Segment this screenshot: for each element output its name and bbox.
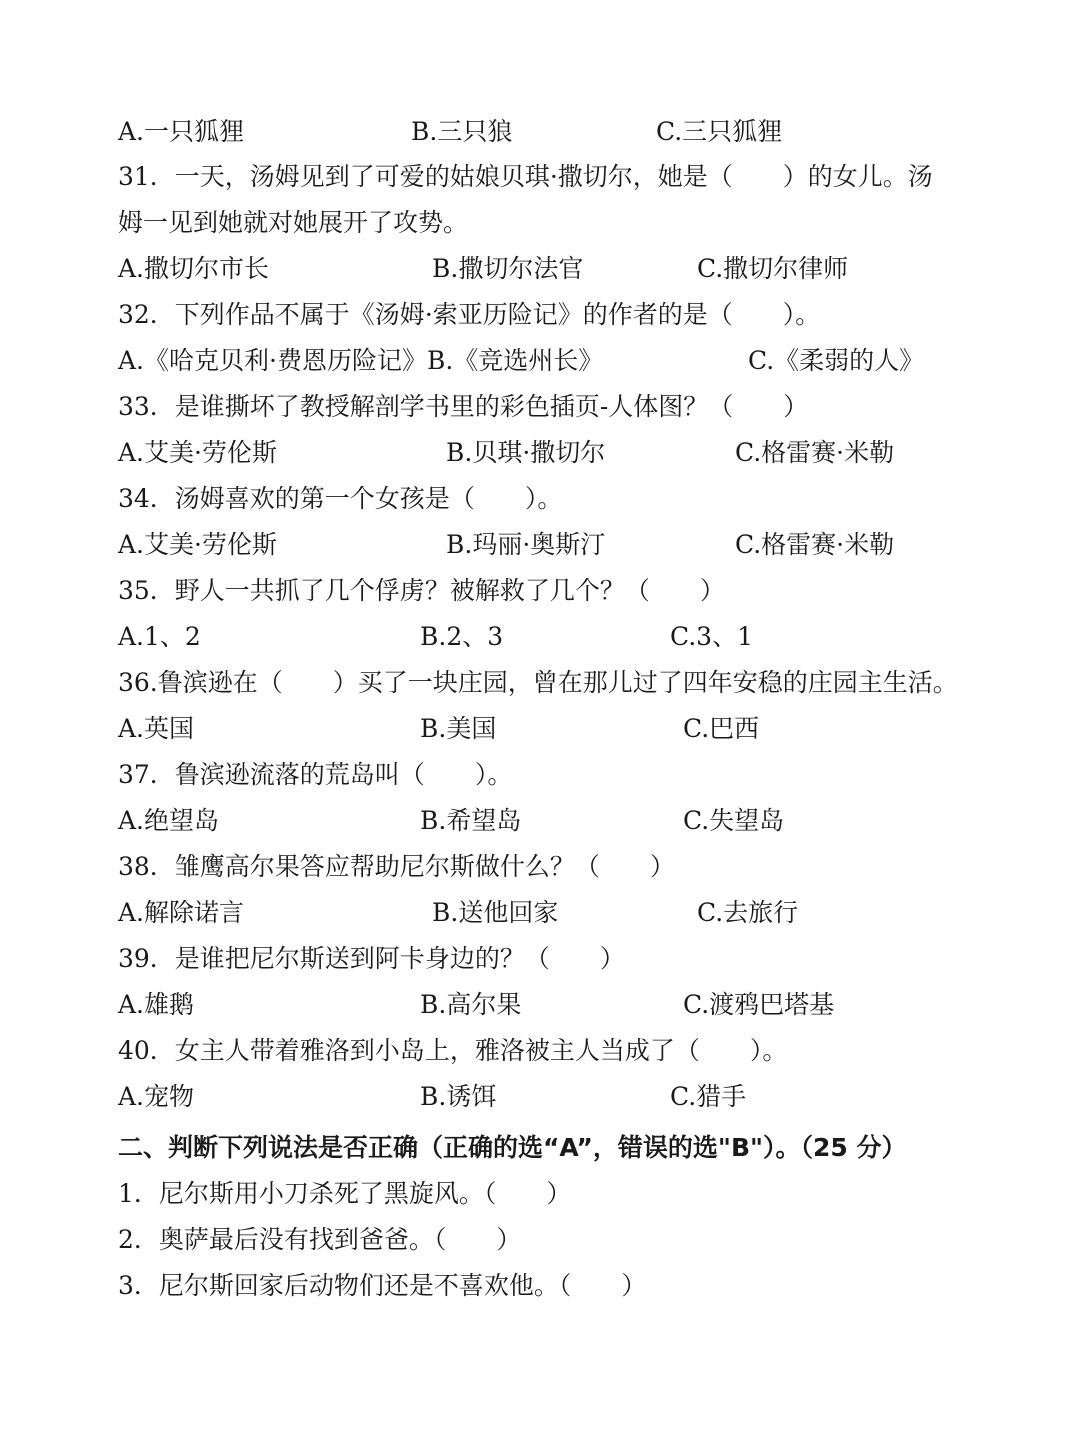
q35-text: 35．野人一共抓了几个俘虏？被解救了几个？（ ） — [118, 576, 725, 605]
q30-option-b: B.三只狼 — [411, 117, 513, 146]
q38-option-a: A.解除诺言 — [118, 898, 245, 927]
q33-option-a: A.艾美·劳伦斯 — [118, 438, 277, 467]
q37-text: 37．鲁滨逊流落的荒岛叫（ ）。 — [118, 760, 513, 789]
q35-option-a: A.1、2 — [118, 622, 201, 651]
judge-item-1: 1．尼尔斯用小刀杀死了黑旋风。（ ） — [118, 1179, 572, 1208]
q31-option-a: A.撒切尔市长 — [118, 254, 270, 283]
q36-option-b: B.美国 — [420, 714, 497, 743]
q34-text: 34．汤姆喜欢的第一个女孩是（ ）。 — [118, 484, 563, 513]
q31-text-line1: 31．一天，汤姆见到了可爱的姑娘贝琪·撒切尔，她是（ ）的女儿。汤 — [118, 162, 933, 191]
q30-option-c: C.三只狐狸 — [656, 117, 783, 146]
q33-option-c: C.格雷赛·米勒 — [735, 438, 895, 467]
q31-text-line2: 姆一见到她就对她展开了攻势。 — [118, 208, 469, 237]
q36-option-a: A.英国 — [118, 714, 195, 743]
q31-option-b: B.撒切尔法官 — [432, 254, 584, 283]
q32-text: 32．下列作品不属于《汤姆·索亚历险记》的作者的是（ ）。 — [118, 300, 821, 329]
q34-option-b: B.玛丽·奥斯汀 — [446, 530, 606, 559]
q33-option-b: B.贝琪·撒切尔 — [446, 438, 606, 467]
q30-option-a: A.一只狐狸 — [118, 117, 245, 146]
judge-item-2: 2．奥萨最后没有找到爸爸。（ ） — [118, 1225, 522, 1254]
q37-option-c: C.失望岛 — [683, 806, 785, 835]
q32-option-c: C.《柔弱的人》 — [748, 346, 925, 375]
q31-option-c: C.撒切尔律师 — [697, 254, 849, 283]
q40-option-c: C.猎手 — [670, 1082, 747, 1111]
q39-option-c: C.渡鸦巴塔基 — [683, 990, 835, 1019]
q35-option-b: B.2、3 — [420, 622, 504, 651]
q36-text: 36.鲁滨逊在（ ）买了一块庄园，曾在那儿过了四年安稳的庄园主生活。 — [118, 668, 958, 697]
q34-option-a: A.艾美·劳伦斯 — [118, 530, 277, 559]
q34-option-c: C.格雷赛·米勒 — [735, 530, 895, 559]
q36-option-c: C.巴西 — [683, 714, 760, 743]
q35-option-c: C.3、1 — [670, 622, 753, 651]
q39-option-a: A.雄鹅 — [118, 990, 195, 1019]
q38-text: 38．雏鹰高尔果答应帮助尼尔斯做什么？（ ） — [118, 852, 675, 881]
q38-option-c: C.去旅行 — [697, 898, 799, 927]
section2-heading: 二、判断下列说法是否正确（正确的选“A”，错误的选"B"）。（25 分） — [118, 1133, 907, 1162]
q40-option-a: A.宠物 — [118, 1082, 195, 1111]
q33-text: 33．是谁撕坏了教授解剖学书里的彩色插页-人体图？（ ） — [118, 392, 809, 421]
judge-item-3: 3．尼尔斯回家后动物们还是不喜欢他。（ ） — [118, 1271, 647, 1300]
q40-option-b: B.诱饵 — [420, 1082, 497, 1111]
q37-option-a: A.绝望岛 — [118, 806, 220, 835]
q37-option-b: B.希望岛 — [420, 806, 522, 835]
q32-option-ab: A.《哈克贝利·费恩历险记》B.《竞选州长》 — [118, 346, 604, 375]
q39-option-b: B.高尔果 — [420, 990, 522, 1019]
q38-option-b: B.送他回家 — [432, 898, 559, 927]
q40-text: 40．女主人带着雅洛到小岛上，雅洛被主人当成了（ ）。 — [118, 1036, 788, 1065]
q39-text: 39．是谁把尼尔斯送到阿卡身边的？（ ） — [118, 944, 625, 973]
